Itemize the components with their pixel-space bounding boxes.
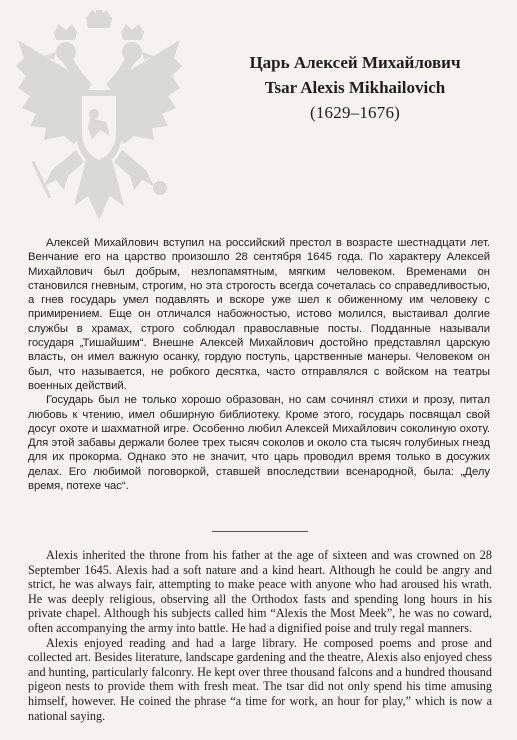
double-headed-eagle-icon [14,10,184,225]
russian-text [28,236,490,493]
english-paragraph-2: Alexis enjoyed reading and had a large library. He composed poems and prose and collected art. Besides literature, landscape gardening and the theatre, Alexis also enjoyed chess and hunting, particularly falconry. He kept over three thousand falcons and a hundred thousand pigeon nests to provide them with fresh meat. The tsar did not only spend his time amusing himself, however. He coined the phrase “a time for work, an hour for play,” which is now a national saying. [28,635,492,723]
title-english: Tsar Alexis Mikhailovich [264,78,446,97]
english-text [28,548,492,723]
title-block [200,50,510,125]
section-divider [212,531,308,532]
russian-paragraph-1: Алексей Михайлович вступил на российский престол в возрасте шестнадцати лет. Венчание его на царство произошло 28 сентября 1645 года. По характеру Алексей Михайлович был добрым, незлопамятным, мягким человеком. Временами он становился гневным, строгим, но эта строгость всегда сочеталась со справедливостью, а гнев государь умел подавлять и вскоре уже шел к обиженному им человеку с примирением. Еще он отличался набожностью, истово молился, выстаивал долгие службы в храмах, строго соблюдал православные посты. Подданные называли государя „Тишайшим“. Внешне Алексей Михайлович достойно представлял царскую власть, он имел важную осанку, гордую поступь, царственные манеры. Человеком он был, что называется, не робкого десятка, часто отправлялся с войском на театры военных действий. [28,237,490,392]
english-paragraph-1: Alexis inherited the throne from his father at the age of sixteen and was crowned on 28 September 1645. Alexis had a soft nature and a kind heart. Although he could be angry and strict, he was always fair, attempting to make peace with anyone who had aroused his wrath. He was deeply religious, observing all the Orthodox fasts and spending long hours in his private chapel. Although his subjects called him “Alexis the Most Meek”, he was no coward, often accompanying the army into battle. He had a dignified poise and truly regal manners. [28,548,492,635]
title-russian: Царь Алексей Михайлович [249,53,461,72]
life-years: (1629–1676) [309,103,401,122]
russian-paragraph-2: Государь был не только хорошо образован, но сам сочинял стихи и прозу, питал любовь к чтению, имел обширную библиотеку. Кроме этого, государь посвящал свой досуг охоте и шахматной игре. Особенно любил Алексей Михайлович соколиную охоту. Для этой забавы держали более трех тысяч соколов и около ста тысяч голубиных гнезд для их прокорма. Однако это не значит, что царь проводил время только в досужих делах. Его любимой поговоркой, ставшей впоследствии всенародной, была: „Делу время, потехе час“. [28,394,490,493]
